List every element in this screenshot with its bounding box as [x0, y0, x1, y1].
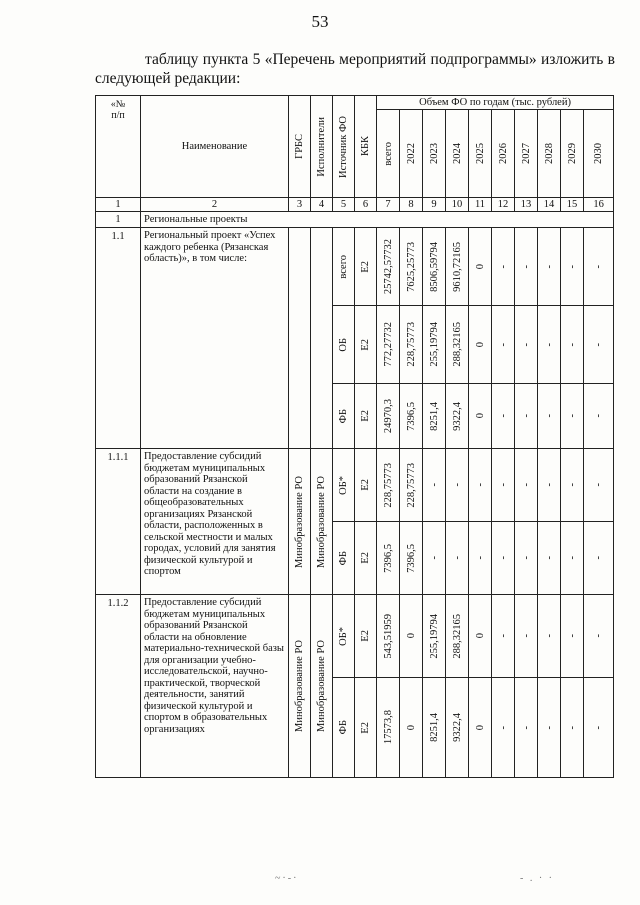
- row-source: ОБ*: [333, 595, 355, 678]
- row-value: 0: [469, 384, 492, 449]
- row-name: Предоставление субсидий бюджетам муниципальных образований Рязанской области на обновление материально-технической базы для организации учебно-исследовательской, научно-практической, творческой деятельности, занятий физической культурой и спортом в образовательных организациях: [141, 595, 289, 778]
- column-number: 9: [423, 198, 446, 212]
- scan-mark-left: ~·-·: [275, 873, 299, 884]
- row-value: 288,32165: [446, 595, 469, 678]
- row-kbk: Е2: [355, 449, 377, 522]
- row-value: -: [538, 228, 561, 306]
- column-number: 4: [311, 198, 333, 212]
- row-value: -: [492, 306, 515, 384]
- header-year: 2026: [492, 110, 515, 198]
- row-source: ФБ: [333, 678, 355, 778]
- row-kbk: Е2: [355, 678, 377, 778]
- column-number: 14: [538, 198, 561, 212]
- column-number: 8: [400, 198, 423, 212]
- header-total: всего: [377, 110, 400, 198]
- row-value: 0: [469, 595, 492, 678]
- row-value: -: [561, 678, 584, 778]
- row-value: -: [561, 306, 584, 384]
- row-value: -: [446, 522, 469, 595]
- row-value: 228,75773: [400, 449, 423, 522]
- row-value: -: [515, 384, 538, 449]
- row-value: -: [584, 306, 614, 384]
- header-year: 2024: [446, 110, 469, 198]
- header-num: «№ п/п: [96, 96, 141, 198]
- row-source: ОБ*: [333, 449, 355, 522]
- header-name: Наименование: [141, 96, 289, 198]
- column-number: 15: [561, 198, 584, 212]
- header-kbk: КБК: [355, 96, 377, 198]
- row-value: -: [584, 228, 614, 306]
- row-kbk: Е2: [355, 595, 377, 678]
- header-year: 2029: [561, 110, 584, 198]
- row-value: 7625,25773: [400, 228, 423, 306]
- column-number: 16: [584, 198, 614, 212]
- row-executor: Минобразование РО: [311, 595, 333, 778]
- row-value: -: [538, 595, 561, 678]
- column-number: 6: [355, 198, 377, 212]
- header-grbs: ГРБС: [289, 96, 311, 198]
- row-value: -: [561, 449, 584, 522]
- header-year: 2027: [515, 110, 538, 198]
- header-source: Источник ФО: [333, 96, 355, 198]
- row-value: 0: [469, 678, 492, 778]
- header-year: 2030: [584, 110, 614, 198]
- row-value: -: [492, 384, 515, 449]
- row-value: -: [538, 384, 561, 449]
- row-value: -: [492, 449, 515, 522]
- intro-paragraph: таблицу пункта 5 «Перечень мероприятий подпрограммы» изложить в следующей редакции:: [95, 51, 615, 87]
- row-value: 7396,5: [400, 522, 423, 595]
- row-value: -: [584, 522, 614, 595]
- header-year: 2028: [538, 110, 561, 198]
- subprogram-measures-table: [95, 95, 614, 778]
- column-number: 7: [377, 198, 400, 212]
- row-executor: Минобразование РО: [311, 449, 333, 595]
- header-year: 2023: [423, 110, 446, 198]
- row-value: -: [561, 595, 584, 678]
- column-number: 1: [96, 198, 141, 212]
- row-value: 25742,57732: [377, 228, 400, 306]
- header-year: 2025: [469, 110, 492, 198]
- row-kbk: Е2: [355, 384, 377, 449]
- row-value: 543,51959: [377, 595, 400, 678]
- row-name: Региональный проект «Успех каждого ребенка (Рязанская область)», в том числе:: [141, 228, 289, 449]
- row-value: -: [515, 595, 538, 678]
- row-value: 255,19794: [423, 595, 446, 678]
- column-number-row: [96, 198, 614, 212]
- column-number: 5: [333, 198, 355, 212]
- row-value: 0: [469, 306, 492, 384]
- row-value: 0: [469, 228, 492, 306]
- row-name: Предоставление субсидий бюджетам муниципальных образований Рязанской области на создание в общеобразовательных организациях Рязанской области, расположенных в сельской местности и малых городах, условий для занятия физической культурой и спортом: [141, 449, 289, 595]
- row-value: -: [515, 678, 538, 778]
- column-number: 13: [515, 198, 538, 212]
- row-value: -: [446, 449, 469, 522]
- row-num: 1.1.2: [96, 595, 141, 778]
- row-value: -: [515, 449, 538, 522]
- column-number: 11: [469, 198, 492, 212]
- row-value: 9322,4: [446, 384, 469, 449]
- row-value: -: [423, 522, 446, 595]
- row-value: -: [538, 678, 561, 778]
- header-volume: Объем ФО по годам (тыс. рублей): [377, 96, 614, 110]
- row-value: 255,19794: [423, 306, 446, 384]
- row-value: -: [423, 449, 446, 522]
- row-value: -: [538, 449, 561, 522]
- row-value: 17573,8: [377, 678, 400, 778]
- row-value: -: [561, 228, 584, 306]
- row-kbk: Е2: [355, 306, 377, 384]
- row-value: -: [492, 678, 515, 778]
- row-value: -: [469, 522, 492, 595]
- row-value: 8506,59794: [423, 228, 446, 306]
- row-value: -: [584, 449, 614, 522]
- row-num: 1.1.1: [96, 449, 141, 595]
- row-source: всего: [333, 228, 355, 306]
- row-value: 7396,5: [377, 522, 400, 595]
- header-year: 2022: [400, 110, 423, 198]
- row-grbs: Минобразование РО: [289, 595, 311, 778]
- row-value: -: [538, 306, 561, 384]
- column-number: 12: [492, 198, 515, 212]
- row-kbk: Е2: [355, 228, 377, 306]
- row-value: -: [492, 595, 515, 678]
- row-value: 288,32165: [446, 306, 469, 384]
- row-value: 0: [400, 678, 423, 778]
- row-value: -: [515, 228, 538, 306]
- row-value: 9322,4: [446, 678, 469, 778]
- row-value: 7396,5: [400, 384, 423, 449]
- row-source: ФБ: [333, 384, 355, 449]
- row-value: -: [584, 595, 614, 678]
- row-value: -: [561, 522, 584, 595]
- column-number: 3: [289, 198, 311, 212]
- table-row: [96, 228, 614, 306]
- table-row: [96, 595, 614, 678]
- row-value: -: [515, 522, 538, 595]
- column-number: 10: [446, 198, 469, 212]
- row-value: 24970,3: [377, 384, 400, 449]
- row-value: -: [515, 306, 538, 384]
- row-value: 228,75773: [400, 306, 423, 384]
- row-value: -: [561, 384, 584, 449]
- row-value: 772,27732: [377, 306, 400, 384]
- table-row: [96, 449, 614, 522]
- scan-mark-right: - . · ·: [520, 873, 554, 884]
- row-value: 9610,72165: [446, 228, 469, 306]
- row-value: -: [492, 228, 515, 306]
- row-num: 1.1: [96, 228, 141, 449]
- row-grbs: Минобразование РО: [289, 449, 311, 595]
- row-value: 228,75773: [377, 449, 400, 522]
- section-num: 1: [96, 212, 141, 228]
- page-number: 53: [311, 12, 329, 31]
- column-number: 2: [141, 198, 289, 212]
- row-source: ФБ: [333, 522, 355, 595]
- header-executors: Исполнители: [311, 96, 333, 198]
- row-executor: [311, 228, 333, 449]
- row-value: -: [469, 449, 492, 522]
- section-name: Региональные проекты: [141, 212, 614, 228]
- row-value: 0: [400, 595, 423, 678]
- row-value: 8251,4: [423, 678, 446, 778]
- row-value: 8251,4: [423, 384, 446, 449]
- row-grbs: [289, 228, 311, 449]
- row-value: -: [584, 384, 614, 449]
- row-value: -: [492, 522, 515, 595]
- row-value: -: [538, 522, 561, 595]
- row-kbk: Е2: [355, 522, 377, 595]
- row-source: ОБ: [333, 306, 355, 384]
- row-value: -: [584, 678, 614, 778]
